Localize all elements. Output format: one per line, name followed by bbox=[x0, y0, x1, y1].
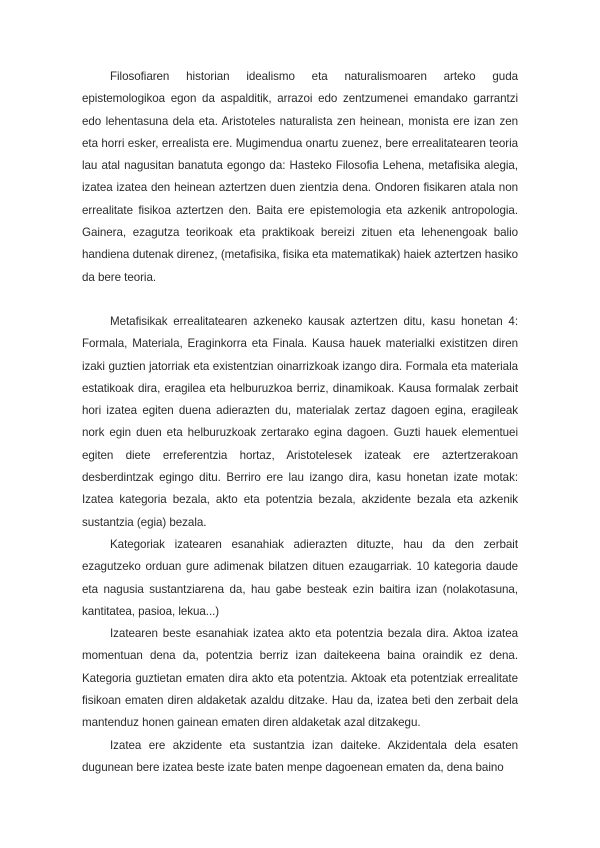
paragraph-2: Metafisikak errealitatearen azkeneko kausak aztertzen ditu, kasu honetan 4: Formala, Materiala, Eraginkorra eta Finala. Kausa hauek materialki existitzen diren izaki guztien jatorriak eta existentzian oinarrizkoak izango dira. Formala eta materiala estatikoak dira, eragilea eta helburuzkoa berriz, dinamikoak. Kausa formalak zerbait hori izatea egiten duena adierazten du, materialak zertaz dagoen egina, eragileak nork egin duen eta helburuzkoak zertarako egina dagoen. Guzti hauek elementuei egiten diete erreferentzia hortaz, Aristotelesek izateak ere aztertzerakoan desberdintzak egingo ditu. Berriro ere lau izango dira, kasu honetan izate motak: Izatea kategoria bezala, akto eta potentzia bezala, akzidente bezala eta azkenik sustantzia (egia) bezala. bbox=[82, 315, 518, 529]
paragraph-4: Izatearen beste esanahiak izatea akto eta potentzia bezala dira. Aktoa izatea momentuan dena da, potentzia berriz izan daitekeena baina oraindik ez dena. Kategoria guztietan ematen dira akto eta potentzia. Aktoak eta potentziak errealitate fisikoan ematen diren aldaketak azaldu ditzake. Hau da, izatea beti den zerbait dela mantenduz honen gainean ematen diren aldaketak azal ditzakegu. bbox=[82, 627, 518, 730]
paragraph-5: Izatea ere akzidente eta sustantzia izan daiteke. Akzidentala dela esaten dugunean bere izatea beste izate baten menpe dagoenean ematen da, dena baino bbox=[82, 738, 518, 774]
paragraph-1: Filosofiaren historian idealismo eta naturalismoaren arteko guda epistemologikoa egon da aspalditik, arrazoi edo zentzumenei emandako garrantzi edo lehentasuna dela eta. Aristoteles naturalista zen heinean, monista ere izan zen eta horri esker, errealista ere. Mugimendua onartu zuenez, bere errealitatearen teoria lau atal nagusitan banatuta egongo da: Hasteko Filosofia Lehena, metafisika alegia, izatea izatea den heinean aztertzen duen zientzia dena. Ondoren fisikaren atala non errealitate fisikoa aztertzen den. Baita ere epistemologia eta azkenik antropologia. Gainera, ezagutza teorikoak eta praktikoak bereizi zituen eta lehenengoak balio handiena dutenak direnez, (metafisika, fisika eta matematikak) haiek aztertzen hasiko da bere teoria. bbox=[82, 70, 518, 284]
paragraph-3: Kategoriak izatearen esanahiak adierazten dituzte, hau da den zerbait ezagutzeko orduan gure adimenak bilatzen dituen ezaugarriak. 10 kategoria daude eta nagusia sustantziarena da, hau gabe besteak ezin baitira izan (nolakotasuna, kantitatea, pasioa, lekua...) bbox=[82, 537, 518, 618]
text-block-top bbox=[82, 66, 518, 289]
text-block-bottom bbox=[82, 311, 518, 779]
